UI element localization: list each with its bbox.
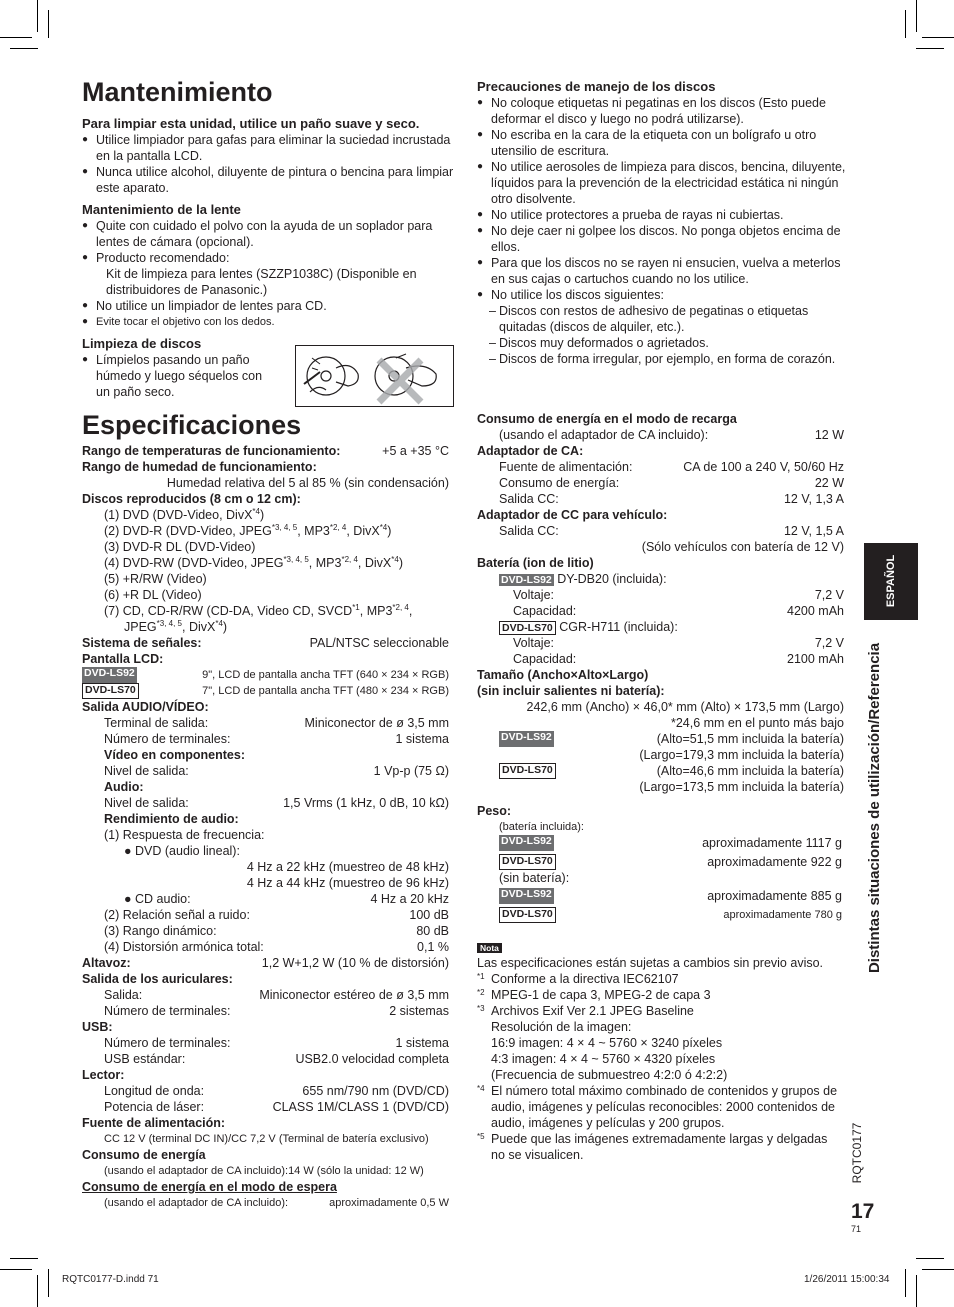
model-badge: DVD-LS70 bbox=[499, 854, 556, 870]
spec-row: Capacidad: 4200 mAh bbox=[513, 604, 844, 618]
spec-row: Voltaje: 7,2 V bbox=[513, 636, 844, 650]
spec-label: Adaptador de CC para vehículo: bbox=[477, 508, 668, 522]
crop-mark bbox=[916, 1275, 917, 1307]
footnote: *4 El número total máximo combinado de contenidos y grupos de audio, imágenes y películas reconocibles: 2000 contenidos de audio, imágenes y películas y 200 grupos. bbox=[477, 1084, 838, 1130]
spec-value: (Sólo vehículos con batería de 12 V) bbox=[641, 540, 844, 554]
footnote: *5 Puede que las imágenes extremadamente largas y delgadas no se visualicen. bbox=[477, 1132, 828, 1162]
footer-timestamp: 1/26/2011 15:00:34 bbox=[804, 1274, 890, 1285]
spec-row: Longitud de onda: 655 nm/790 nm (DVD/CD) bbox=[104, 1084, 449, 1098]
spec-row: (usando el adaptador de CA incluido): 12 W bbox=[499, 428, 844, 442]
spec-value: Humedad relativa del 5 al 85 % (sin condensación) bbox=[166, 476, 449, 490]
spec-label: Tamaño (Ancho×Alto×Largo) bbox=[477, 668, 649, 682]
spec-row: Capacidad: 2100 mAh bbox=[513, 652, 844, 666]
spec-label: Rango de humedad de funcionamiento: bbox=[82, 460, 317, 474]
spec-row: (3) Rango dinámico: 80 dB bbox=[104, 924, 449, 938]
language-label: ESPAÑOL bbox=[885, 554, 897, 608]
bullet-item: ● No escriba en la cara de la etiqueta con un bolígrafo u otro utensilio de escritura. bbox=[477, 127, 849, 159]
spec-row: ● CD audio: 4 Hz a 20 kHz bbox=[124, 892, 449, 906]
cleaning-heading: Para limpiar esta unidad, utilice un paño suave y seco. bbox=[82, 116, 420, 131]
spec-label: Adaptador de CA: bbox=[477, 444, 584, 458]
model-badge: DVD-LS70 bbox=[499, 621, 556, 635]
spec-value: 4 Hz a 44 kHz (muestreo de 96 kHz) bbox=[246, 876, 449, 890]
crop-mark bbox=[905, 10, 906, 38]
spec-value: (Largo=179,3 mm incluida la batería) bbox=[639, 748, 844, 762]
spec-label: USB: bbox=[82, 1020, 113, 1034]
spec-row: DVD-LS92 aproximadamente 885 g bbox=[501, 888, 842, 903]
spec-row: Nivel de salida: 1,5 Vrms (1 kHz, 0 dB, 10 kΩ) bbox=[104, 796, 449, 810]
spec-value: +5 a +35 °C bbox=[382, 444, 449, 458]
spec-label: Salida de los auriculares: bbox=[82, 972, 233, 986]
spec-label: Audio: bbox=[104, 780, 144, 794]
spec-label: (sin incluir salientes ni batería): bbox=[477, 684, 665, 698]
spec-row: Consumo de energía: 22 W bbox=[499, 476, 844, 490]
disc-cleaning-figure bbox=[296, 346, 453, 406]
spec-row: (2) Relación señal a ruido: 100 dB bbox=[104, 908, 449, 922]
crop-mark bbox=[10, 48, 38, 49]
precautions-heading: Precauciones de manejo de los discos bbox=[477, 79, 716, 94]
dash-item: – Discos muy deformados o agrietados. bbox=[477, 335, 849, 351]
specifications-section bbox=[82, 409, 449, 1211]
spec-row: Número de terminales: 1 sistema bbox=[104, 732, 449, 746]
product-detail: Kit de limpieza para lentes (SZZP1038C) (Disponible en distribuidores de Panasonic.) bbox=[106, 267, 417, 297]
spec-row: DVD-LS92 9", LCD de pantalla ancha TFT (640 × 234 × RGB) bbox=[84, 667, 449, 681]
dash-item: – Discos de forma irregular, por ejemplo, en forma de corazón. bbox=[477, 351, 849, 367]
bullet-item: ● No deje caer ni golpee los discos. No ponga objetos encima de ellos. bbox=[477, 223, 849, 255]
bullet-item: ● No coloque etiquetas ni pegatinas en los discos (Esto puede deformar el disco y luego no podrá utilizarse). bbox=[477, 95, 849, 127]
spec-label: Lector: bbox=[82, 1068, 125, 1082]
spec-label: (sin batería): bbox=[499, 871, 570, 885]
specifications-continued bbox=[477, 411, 844, 1163]
spec-value: CC 12 V (terminal DC IN)/CC 7,2 V (Terminal de batería exclusivo) bbox=[104, 1133, 429, 1145]
bullet-item: ● Quite con cuidado el polvo con la ayuda de un soplador para lentes de cámara (opcional). bbox=[82, 218, 454, 250]
model-badge: DVD-LS92 bbox=[499, 731, 554, 747]
crop-mark bbox=[10, 1258, 38, 1259]
model-badge: DVD-LS92 bbox=[82, 667, 137, 683]
crop-mark bbox=[37, 1275, 38, 1307]
page-subnumber: 71 bbox=[851, 1224, 862, 1234]
disc-cleaning-heading: Limpieza de discos bbox=[82, 336, 202, 351]
specifications-title: Especificaciones bbox=[82, 410, 302, 440]
spec-row: Número de terminales: 1 sistema bbox=[104, 1036, 449, 1050]
spec-row: USB estándar: USB2.0 velocidad completa bbox=[104, 1052, 449, 1066]
spec-label: Consumo de energía bbox=[82, 1148, 206, 1162]
disc-type: (7) CD, CD-R/RW (CD-DA, Video CD, SVCD$^{*1}$, MP3$^{*2, 4}$, bbox=[104, 602, 413, 618]
spec-value: (Largo=173,5 mm incluida la batería) bbox=[639, 780, 844, 794]
footnote: *2 MPEG-1 de capa 3, MPEG-2 de capa 3 bbox=[477, 988, 711, 1002]
spec-label: Rendimiento de audio: bbox=[104, 812, 239, 826]
note-badge: Nota bbox=[477, 943, 502, 953]
section-side-title: Distintas situaciones de utilización/Referencia bbox=[866, 642, 883, 974]
disc-cleaning-illustration bbox=[295, 345, 454, 407]
model-badge: DVD-LS92 bbox=[499, 888, 554, 904]
doc-code: RQTC0177 bbox=[850, 1122, 864, 1184]
spec-label: Vídeo en componentes: bbox=[104, 748, 245, 762]
spec-row: Fuente de alimentación: CA de 100 a 240 V, 50/60 Hz bbox=[499, 460, 844, 474]
spec-label: ● DVD (audio lineal): bbox=[124, 844, 240, 858]
spec-row: Salida: Miniconector estéreo de ø 3,5 mm bbox=[104, 988, 449, 1002]
dash-item: – Discos con restos de adhesivo de pegatinas o etiquetas quitadas (discos de alquiler, etc.). bbox=[477, 303, 849, 335]
disc-type: (4) DVD-RW (DVD-Video, JPEG$^{*3, 4, 5}$, MP3$^{*2, 4}$, DivX$^{*4}$) bbox=[104, 554, 403, 570]
crop-mark bbox=[916, 1258, 944, 1259]
bullet-item: ● Límpielos pasando un paño húmedo y luego séquelos con un paño seco. bbox=[82, 352, 276, 400]
footnote: *1 Conforme a la directiva IEC62107 bbox=[477, 972, 679, 986]
spec-row: Salida CC: 12 V, 1,5 A bbox=[499, 524, 844, 538]
crop-mark bbox=[922, 1269, 954, 1270]
spec-label: Consumo de energía en el modo de recarga bbox=[477, 412, 737, 426]
crop-mark bbox=[922, 37, 954, 38]
spec-value: 4 Hz a 22 kHz (muestreo de 48 kHz) bbox=[246, 860, 449, 874]
spec-row: DVD-LS70 7", LCD de pantalla ancha TFT (480 × 234 × RGB) bbox=[82, 683, 449, 699]
bullet-item: ● Producto recomendado: bbox=[82, 250, 454, 266]
battery-row: DVD-LS92 DY-DB20 (incluida): bbox=[501, 572, 667, 586]
bullet-item: ● No utilice aerosoles de limpieza para discos, bencina, diluyente, líquidos para la prevención de la electricidad estática ni ningún otro disolvente. bbox=[477, 159, 849, 207]
page-number: 17 bbox=[851, 1200, 875, 1223]
crop-mark bbox=[48, 1269, 49, 1297]
bullet-item: ● Utilice limpiador para gafas para eliminar la suciedad incrustada en la pantalla LCD. bbox=[82, 132, 454, 164]
disc-type: (6) +R DL (Video) bbox=[104, 588, 202, 602]
spec-row: DVD-LS70 aproximadamente 780 g bbox=[477, 907, 842, 923]
spec-label: (batería incluida): bbox=[499, 821, 584, 833]
crop-mark bbox=[905, 1269, 906, 1297]
spec-value: *24,6 mm en el punto más bajo bbox=[670, 716, 844, 730]
spec-row: Número de terminales: 2 sistemas bbox=[104, 1004, 449, 1018]
model-badge: DVD-LS92 bbox=[499, 835, 554, 851]
doc-code-anchor bbox=[850, 1122, 864, 1184]
spec-row: Potencia de láser: CLASS 1M/CLASS 1 (DVD/CD) bbox=[104, 1100, 449, 1114]
spec-row: DVD-LS92 (Alto=51,5 mm incluida la batería) bbox=[501, 731, 844, 746]
spec-row: Altavoz: 1,2 W+1,2 W (10 % de distorsión) bbox=[82, 956, 449, 970]
spec-row: (4) Distorsión armónica total: 0,1 % bbox=[104, 940, 449, 954]
note-text: Las especificaciones están sujetas a cambios sin previo aviso. bbox=[477, 956, 824, 970]
crop-mark bbox=[0, 37, 32, 38]
disc-handling-section bbox=[477, 79, 849, 367]
language-tab bbox=[864, 543, 918, 620]
disc-type: (5) +R/RW (Video) bbox=[104, 572, 207, 586]
note-row bbox=[477, 939, 844, 955]
spec-row: Terminal de salida: Miniconector de ø 3,5 mm bbox=[104, 716, 449, 730]
disc-type: (3) DVD-R DL (DVD-Video) bbox=[104, 540, 256, 554]
footer-file: RQTC0177-D.indd 71 bbox=[62, 1274, 159, 1285]
maintenance-title: Mantenimiento bbox=[82, 77, 273, 107]
crop-mark bbox=[916, 48, 944, 49]
spec-label: Discos reproducidos (8 cm o 12 cm): bbox=[82, 492, 301, 506]
crop-mark bbox=[0, 1269, 32, 1270]
spec-label: Pantalla LCD: bbox=[82, 652, 164, 666]
bullet-item: ● Para que los discos no se rayen ni ensucien, vuelva a meterlos en sus cajas o cartuchos cuando no los utilice. bbox=[477, 255, 849, 287]
disc-type: (1) DVD (DVD-Video, DivX$^{*4}$) bbox=[104, 506, 265, 522]
spec-label: (1) Respuesta de frecuencia: bbox=[104, 828, 265, 842]
spec-row: Nivel de salida: 1 Vp-p (75 Ω) bbox=[104, 764, 449, 778]
spec-row: Salida CC: 12 V, 1,3 A bbox=[499, 492, 844, 506]
spec-row bbox=[82, 443, 449, 459]
model-badge: DVD-LS70 bbox=[499, 763, 556, 779]
spec-label: Batería (ion de litio) bbox=[477, 556, 594, 570]
spec-label: Consumo de energía en el modo de espera bbox=[82, 1180, 337, 1194]
crop-mark bbox=[37, 0, 38, 32]
bullet-item: ● Nunca utilice alcohol, diluyente de pintura o bencina para limpiar este aparato. bbox=[82, 164, 454, 196]
footnote: *3 Archivos Exif Ver 2.1 JPEG Baseline Resolución de la imagen: 16:9 imagen: 4 × 4 ~ 5760 × 3240 píxeles 4:3 imagen: 4 × 4 ~ 5760 × 4320 píxeles (Frecuencia de submuestreo 4:2:0 ó 4:2:2) bbox=[477, 1004, 728, 1082]
spec-row: (usando el adaptador de CA incluido): aproximadamente 0,5 W bbox=[104, 1197, 449, 1209]
spec-row: DVD-LS92 aproximadamente 1117 g bbox=[501, 835, 842, 850]
battery-row: DVD-LS70 CGR-H711 (incluida): bbox=[477, 619, 844, 635]
spec-label: Fuente de alimentación: bbox=[82, 1116, 226, 1130]
spec-label: Rango de temperaturas de funcionamiento: bbox=[82, 444, 341, 458]
section-side-title-anchor bbox=[866, 642, 883, 974]
model-badge: DVD-LS70 bbox=[82, 683, 139, 699]
model-badge: DVD-LS92 bbox=[501, 574, 552, 586]
spec-row: DVD-LS70 (Alto=46,6 mm incluida la batería) bbox=[477, 763, 844, 779]
bullet-item: ● No utilice un limpiador de lentes para CD. bbox=[82, 298, 454, 314]
spec-row: DVD-LS70 aproximadamente 922 g bbox=[477, 854, 842, 870]
bullet-item: ● No utilice protectores a prueba de rayas ni cubiertas. bbox=[477, 207, 849, 223]
spec-row: Voltaje: 7,2 V bbox=[513, 588, 844, 602]
spec-label: Peso: bbox=[477, 804, 512, 818]
disc-type-cont: JPEG$^{*3, 4, 5}$, DivX$^{*4}$) bbox=[124, 618, 228, 634]
crop-mark bbox=[48, 10, 49, 38]
bullet-item: ● Evite tocar el objetivo con los dedos. bbox=[82, 314, 454, 330]
spec-row: Sistema de señales: PAL/NTSC seleccionable bbox=[82, 636, 449, 650]
spec-value: (usando el adaptador de CA incluido):14 W (sólo la unidad: 12 W) bbox=[104, 1165, 424, 1177]
spec-value: 242,6 mm (Ancho) × 46,0* mm (Alto) × 173,5 mm (Largo) bbox=[526, 700, 844, 714]
model-badge: DVD-LS70 bbox=[499, 907, 556, 923]
spec-label: Salida AUDIO/VÍDEO: bbox=[82, 700, 209, 714]
lens-heading: Mantenimiento de la lente bbox=[82, 202, 241, 217]
bullet-item: ● No utilice los discos siguientes: bbox=[477, 287, 849, 303]
disc-type: (2) DVD-R (DVD-Video, JPEG$^{*3, 4, 5}$, MP3$^{*2, 4}$, DivX$^{*4}$) bbox=[104, 522, 392, 538]
crop-mark bbox=[916, 0, 917, 32]
